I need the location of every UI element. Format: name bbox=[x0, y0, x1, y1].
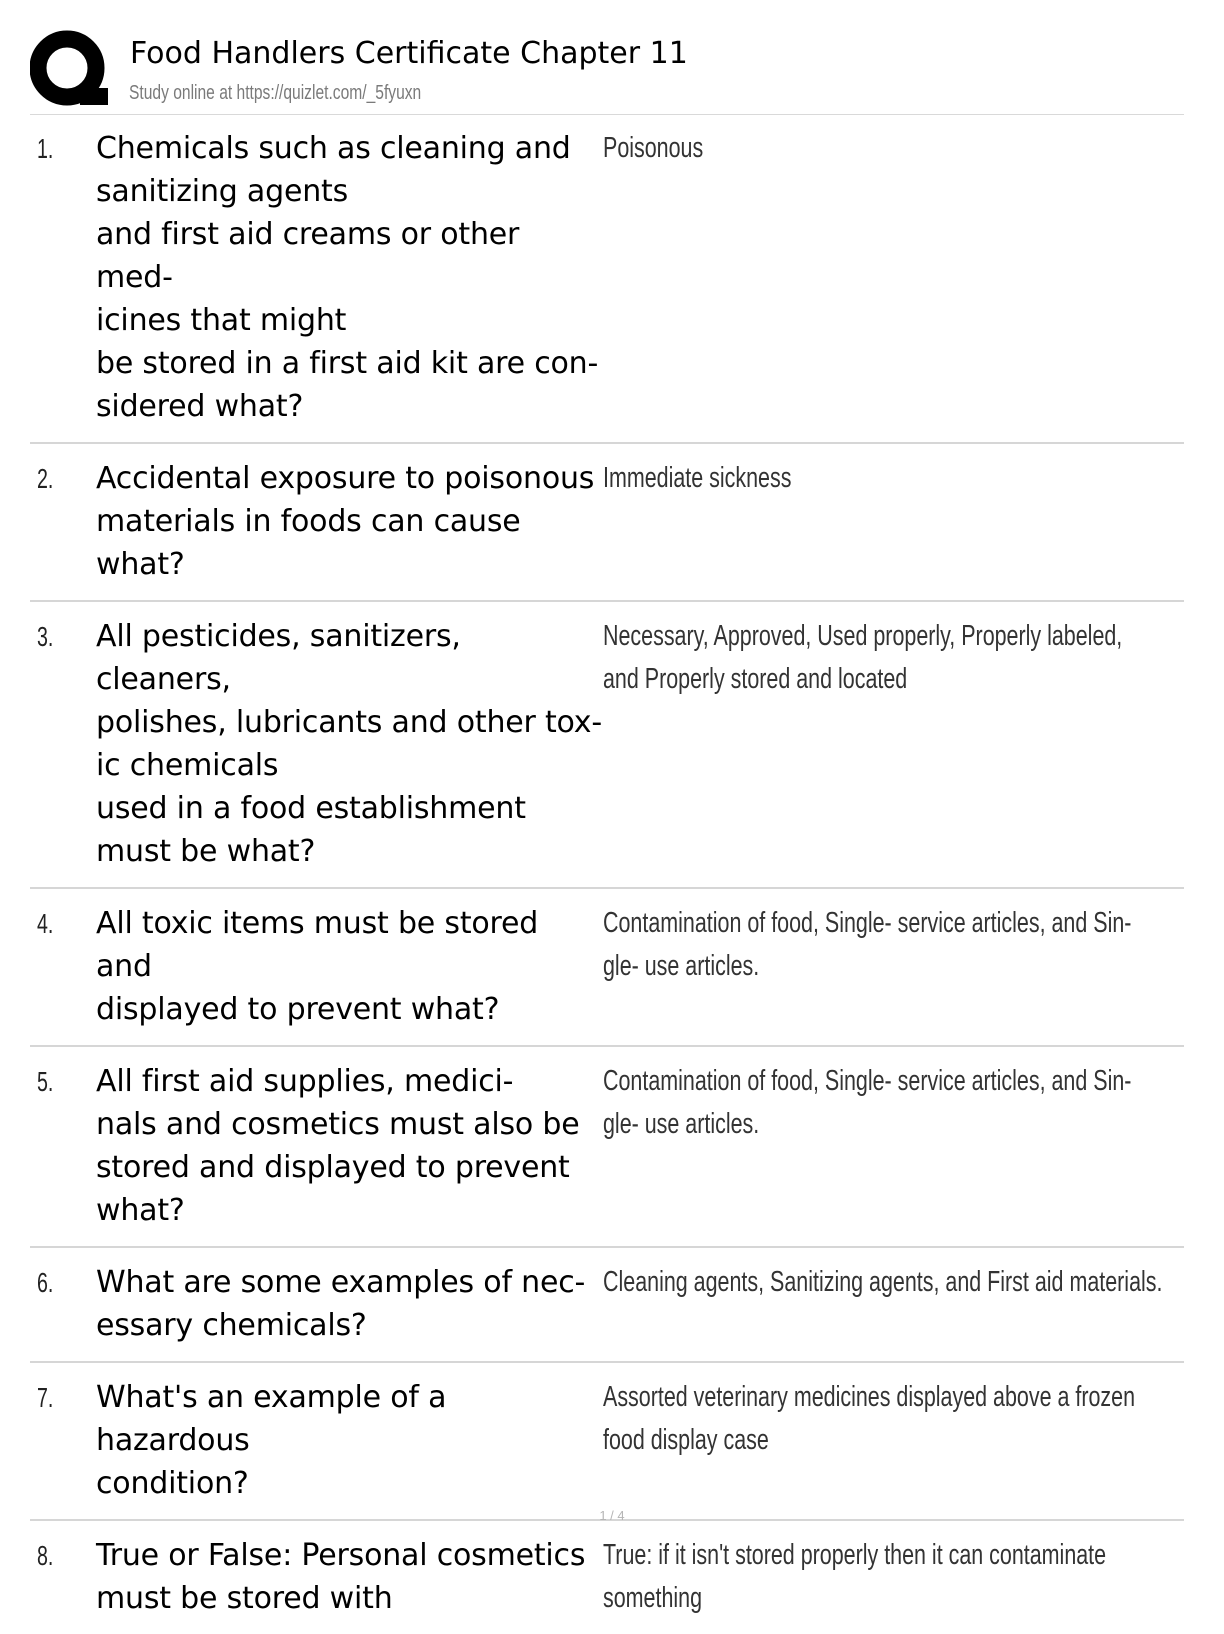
card-answer: Contamination of food, Single- service articles, and Sin- gle- use articles. bbox=[603, 907, 1132, 982]
card-question: What's an example of a hazardous condition? bbox=[96, 1380, 447, 1501]
card-question: All pesticides, sanitizers, cleaners, polishes, lubricants and other tox- ic chemicals used in a food establishment must be what? bbox=[96, 619, 602, 869]
card-number: 4. bbox=[37, 908, 54, 939]
card-question: All first aid supplies, medici- nals and cosmetics must also be stored and displayed to prevent what? bbox=[96, 1064, 580, 1228]
card-number: 8. bbox=[37, 1540, 54, 1571]
card-number: 7. bbox=[37, 1382, 54, 1413]
card-number: 2. bbox=[37, 463, 54, 494]
card-question: Chemicals such as cleaning and sanitizing agents and first aid creams or other med- icines that might be stored in a first aid kit are con- sidered what? bbox=[96, 131, 599, 424]
card-answer: Necessary, Approved, Used properly, Properly labeled, and Properly stored and located bbox=[603, 620, 1123, 695]
card-answer: True: if it isn't stored properly then it can contaminate something bbox=[603, 1539, 1107, 1614]
card-question: True or False: Personal cosmetics must be stored with bbox=[96, 1538, 586, 1616]
flashcard bbox=[30, 114, 1184, 444]
quizlet-logo-icon bbox=[30, 30, 110, 110]
card-question: What are some examples of nec- essary chemicals? bbox=[96, 1265, 586, 1343]
flashcard bbox=[30, 1521, 1184, 1634]
study-online-link[interactable]: Study online at https://quizlet.com/_5fyuxn bbox=[129, 82, 422, 104]
flashcard bbox=[30, 602, 1184, 889]
page-header bbox=[30, 28, 1184, 115]
card-answer: Immediate sickness bbox=[603, 462, 792, 494]
flashcard bbox=[30, 444, 1184, 602]
flashcard bbox=[30, 1363, 1184, 1521]
card-question: All toxic items must be stored and displayed to prevent what? bbox=[96, 906, 539, 1027]
card-question: Accidental exposure to poisonous materials in foods can cause what? bbox=[96, 461, 595, 582]
card-number: 5. bbox=[37, 1066, 54, 1097]
card-answer: Assorted veterinary medicines displayed above a frozen food display case bbox=[603, 1381, 1136, 1456]
card-answer: Poisonous bbox=[603, 132, 704, 164]
card-answer: Contamination of food, Single- service articles, and Sin- gle- use articles. bbox=[603, 1065, 1132, 1140]
page-number: 1 / 4 bbox=[599, 1508, 625, 1523]
card-number: 1. bbox=[37, 133, 54, 164]
flashcard bbox=[30, 1248, 1184, 1363]
card-number: 6. bbox=[37, 1267, 54, 1298]
card-answer: Cleaning agents, Sanitizing agents, and First aid materials. bbox=[603, 1266, 1163, 1298]
card-number: 3. bbox=[37, 621, 54, 652]
flashcard bbox=[30, 889, 1184, 1047]
page-title: Food Handlers Certificate Chapter 11 bbox=[130, 36, 688, 71]
flashcard-list bbox=[30, 114, 1184, 1634]
flashcard bbox=[30, 1047, 1184, 1248]
